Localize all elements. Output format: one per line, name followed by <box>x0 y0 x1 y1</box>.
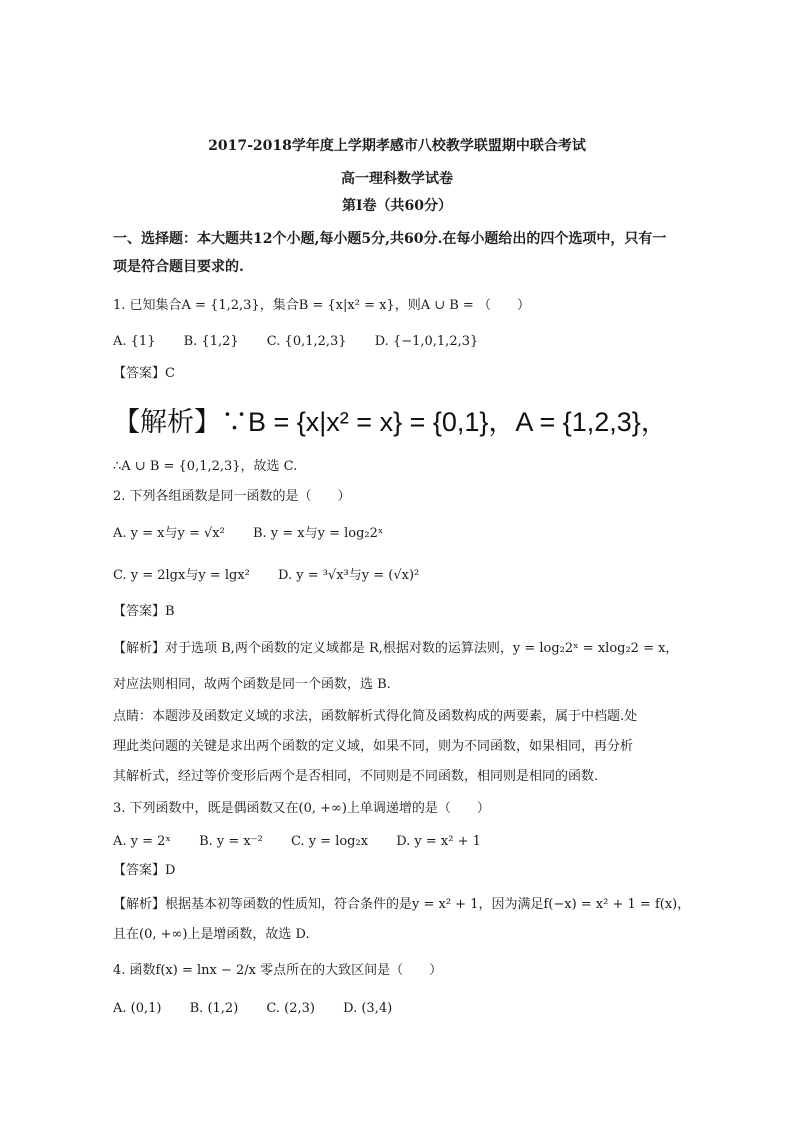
q3-option-d: D. y = x² + 1 <box>396 834 481 849</box>
exam-part-title: 第Ⅰ卷（共60分） <box>341 198 453 214</box>
q3-answer: 【答案】D <box>113 863 176 878</box>
exam-subtitle: 高一理科数学试卷 <box>341 171 453 187</box>
q1-option-d: D. {−1,0,1,2,3} <box>374 334 479 349</box>
q4-option-c: C. (2,3) <box>266 1001 315 1016</box>
q3-analysis-line2: 且在(0, +∞)上是增函数，故选 D. <box>113 927 310 942</box>
q1-option-a: A. {1} <box>113 334 156 349</box>
q3-stem: 3. 下列函数中，既是偶函数又在(0, +∞)上单调递增的是（ ） <box>113 801 490 816</box>
q1-stem: 1. 已知集合A = {1,2,3}，集合B = {x|x² = x}，则A ∪ B = （ ） <box>113 298 530 313</box>
q3-option-a: A. y = 2ˣ <box>113 834 171 849</box>
q2-option-a: A. y = x与y = √x² <box>113 526 225 541</box>
q2-options-row1 <box>113 525 407 543</box>
q2-note-line1: 点睛：本题涉及函数定义域的求法，函数解析式得化简及函数构成的两要素，属于中档题.处 <box>113 709 638 724</box>
q2-option-d: D. y = ³√x³与y = (√x)² <box>278 568 420 583</box>
q1-option-b: B. {1,2} <box>183 334 239 349</box>
q4-option-d: D. (3,4) <box>343 1001 393 1016</box>
q1-option-c: C. {0,1,2,3} <box>266 334 347 349</box>
q1-options <box>113 333 502 351</box>
section-instructions-line1: 一、选择题：本大题共12个小题,每小题5分,共60分.在每小题给出的四个选项中，只有一 <box>113 231 667 247</box>
q2-note-line3: 其解析式，经过等价变形后两个是否相同，不同则是不同函数，相同则是相同的函数. <box>113 769 599 784</box>
section-instructions-line2: 项是符合题目要求的. <box>113 259 244 275</box>
q4-option-b: B. (1,2) <box>189 1001 239 1016</box>
q2-options-row2 <box>113 567 443 585</box>
q2-option-c: C. y = 2lgx与y = lgx² <box>113 568 250 583</box>
q2-analysis-line2: 对应法则相同，故两个函数是同一个函数，选 B. <box>113 677 391 692</box>
q3-option-c: C. y = log₂x <box>290 834 369 849</box>
q4-options <box>113 1000 416 1018</box>
q1-analysis-large: 【解析】∵B = {x|x² = x} = {0,1}，A = {1,2,3}， <box>113 407 668 437</box>
q2-stem: 2. 下列各组函数是同一函数的是（ ） <box>113 489 351 504</box>
q2-note-line2: 理此类问题的关键是求出两个函数的定义域，如果不同，则为不同函数，如果相同，再分析 <box>113 739 634 754</box>
q1-answer: 【答案】C <box>113 366 175 381</box>
q2-answer: 【答案】B <box>113 604 175 619</box>
q4-option-a: A. (0,1) <box>113 1001 162 1016</box>
q4-stem: 4. 函数f(x) = lnx − 2/x 零点所在的大致区间是（ ） <box>113 963 443 978</box>
q2-option-b: B. y = x与y = log₂2ˣ <box>252 526 384 541</box>
exam-title: 2017-2018学年度上学期孝感市八校教学联盟期中联合考试 <box>208 138 586 154</box>
q3-options <box>113 833 505 851</box>
q2-analysis-line1: 【解析】对于选项 B,两个函数的定义域都是 R,根据对数的运算法则，y = log₂2ˣ = xlog₂2 = x， <box>113 641 679 656</box>
q3-option-b: B. y = x⁻² <box>199 834 263 849</box>
q3-analysis-line1: 【解析】根据基本初等函数的性质知，符合条件的是y = x² + 1，因为满足f(−x) = x² + 1 = f(x)， <box>113 897 691 912</box>
q1-analysis-conclusion: ∴A ∪ B = {0,1,2,3}，故选 C. <box>113 459 298 474</box>
